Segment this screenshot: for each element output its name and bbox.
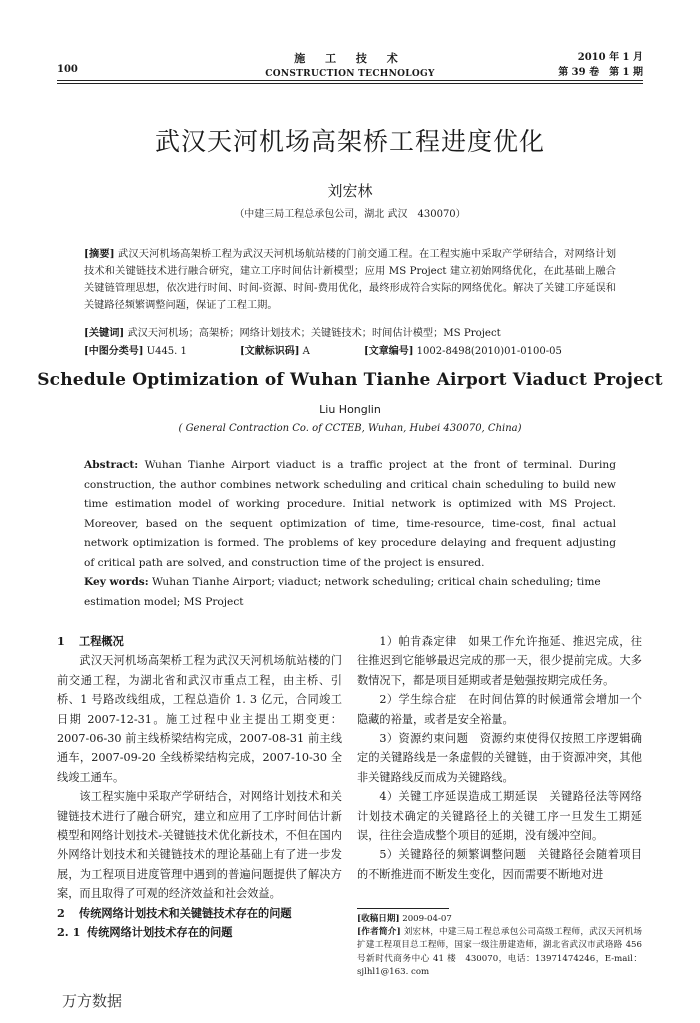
affiliation-en: ( General Contraction Co. of CCTEB, Wuhan, Hubei 430070, China) xyxy=(178,423,522,434)
page-number: 100 xyxy=(57,64,78,75)
keywords-cn xyxy=(84,325,616,342)
footnote-rule xyxy=(357,908,449,909)
body-paragraph: 3）资源约束问题 资源约束使得仅按照工序逻辑确定的关键路线是一条虚假的关键链，由于资源冲突，其他非关键路线反而成为关键路线。 xyxy=(357,732,642,784)
section-heading: 1 工程概况 xyxy=(57,634,124,648)
running-header xyxy=(57,48,643,80)
classification-row xyxy=(84,342,616,359)
body-paragraph: 该工程实施中采取产学研结合，对网络计划技术和关键链技术进行了融合研究，建立和应用了工序时间估计新模型和网络计划技术-关键链技术优化新技术，不但在国内外网络计划技术和关键链技术的理论基础上有了进一步发展，为工程项目进度管理中遇到的普遍问题提供了解决方案，而且取得了可观的经济效益和社会效益。 xyxy=(57,790,342,901)
author-en: Liu Honglin xyxy=(319,403,381,416)
title-cn: 武汉天河机场高架桥工程进度优化 xyxy=(154,127,545,156)
subsection-heading: 2. 1 传统网络计划技术存在的问题 xyxy=(57,925,233,940)
journal-name xyxy=(57,50,643,79)
body-column-right xyxy=(357,632,642,884)
article-number: [文章编号] 1002-8498(2010)01-0100-05 xyxy=(364,346,562,357)
keywords-cn-text: 武汉天河机场；高架桥；网络计划技术；关键链技术；时间估计模型；MS Project xyxy=(124,328,501,339)
affiliation-cn: （中建三局工程总承包公司，湖北 武汉 430070） xyxy=(234,209,466,220)
received-date: [收稿日期] 2009-04-07 xyxy=(357,914,452,924)
body-paragraph: 4）关键工序延误造成工期延误 关键路径法等网络计划技术确定的关键路径上的关键工序一旦发生工期延误，往往会造成整个项目的延期，没有缓冲空间。 xyxy=(357,790,642,843)
header-rule-thin xyxy=(57,83,643,84)
abstract-en-text: Wuhan Tianhe Airport viaduct is a traffic project at the front of terminal. During construction, the author combines network scheduling and critical chain scheduling to build new time estimation model of working procedure. Initial network is optimized with MS Project. Moreover, based on the sequent optimization of time, time-resource, time-cost, final actual network optimization is formed. The problems of key procedure delaying and frequent adjusting of critical path are solved, and construction time of the project is ensured. xyxy=(84,459,616,569)
header-rule-thick xyxy=(57,80,643,81)
body-paragraph: 5）关键路径的频繁调整问题 关键路径会随着项目的不断推进而不断发生变化，因而需要不断地对进 xyxy=(357,848,642,881)
author-cn: 刘宏林 xyxy=(327,182,373,200)
body-column-left xyxy=(57,632,342,943)
issue-volume: 第 39 卷 第 1 期 xyxy=(558,67,643,78)
journal-name-cn: 施 工 技 术 xyxy=(294,52,406,65)
section-heading: 2 传统网络计划技术和关键链技术存在的问题 xyxy=(57,905,292,920)
footnote xyxy=(357,913,642,979)
keywords-cn-label: [关键词] xyxy=(84,327,125,339)
author-bio: [作者简介] 刘宏林，中建三局工程总承包公司高级工程师，武汉天河机场扩建工程项目总工程师，国家一级注册建造师，湖北省武汉市武珞路 456 号新时代商务中心 41 楼 430070，电话：13971474246，E-mail：sjlhl1@163. com xyxy=(357,927,642,977)
body-paragraph: 武汉天河机场高架桥工程为武汉天河机场航站楼的门前交通工程，为湖北省和武汉市重点工程，由主桥、引桥、1 号路改线组成，工程总造价 1. 3 亿元，合同竣工日期 2007-12-31。施工过程中业主提出工期变更：2007-06-30 前主线桥梁结构完成，2007-08-31 前主线通车，2007-09-20 全线桥梁结构完成，2007-10-30 全线竣工通车。 xyxy=(57,654,342,784)
body-paragraph: 2）学生综合症 在时间估算的时候通常会增加一个隐藏的裕量，或者是安全裕量。 xyxy=(357,693,642,726)
body-paragraph: 1）帕肯森定律 如果工作允许拖延、推迟完成，往往推迟到它能够最迟完成的那一天，很少提前完成。大多数情况下，都是项目延期或者是勉强按期完成任务。 xyxy=(357,635,642,687)
abstract-cn xyxy=(84,246,616,314)
keywords-en-text: Wuhan Tianhe Airport; viaduct; network scheduling; critical chain scheduling; time estimation model; MS Project xyxy=(84,576,601,608)
abstract-en xyxy=(84,456,616,574)
title-en: Schedule Optimization of Wuhan Tianhe Airport Viaduct Project xyxy=(37,370,663,390)
issue-date: 2010 年 1 月 xyxy=(577,52,643,63)
clc-code: [中图分类号] U445. 1 xyxy=(84,346,187,357)
watermark: 万方数据 xyxy=(62,992,123,1010)
abstract-cn-text: 武汉天河机场高架桥工程为武汉天河机场航站楼的门前交通工程。在工程实施中采取产学研结合，对网络计划技术和关键链技术进行融合研究，建立工序时间估计新模型；应用 MS Project 建立初始网络优化，在此基础上融合关键链管理思想，依次进行时间、时间-资源、时间-费用优化，最终形成符合实际的网络优化。解决了关键工序延误和关键路径频繁调整问题，保证了工程工期。 xyxy=(84,249,617,311)
doc-code: [文献标识码] A xyxy=(240,346,310,357)
abstract-cn-label: [摘要] xyxy=(84,248,115,260)
abstract-en-label: Abstract: xyxy=(84,459,139,471)
keywords-en-label: Key words: xyxy=(84,576,149,588)
issue-info xyxy=(558,50,643,80)
journal-name-en: CONSTRUCTION TECHNOLOGY xyxy=(265,69,435,79)
keywords-en xyxy=(84,573,616,612)
